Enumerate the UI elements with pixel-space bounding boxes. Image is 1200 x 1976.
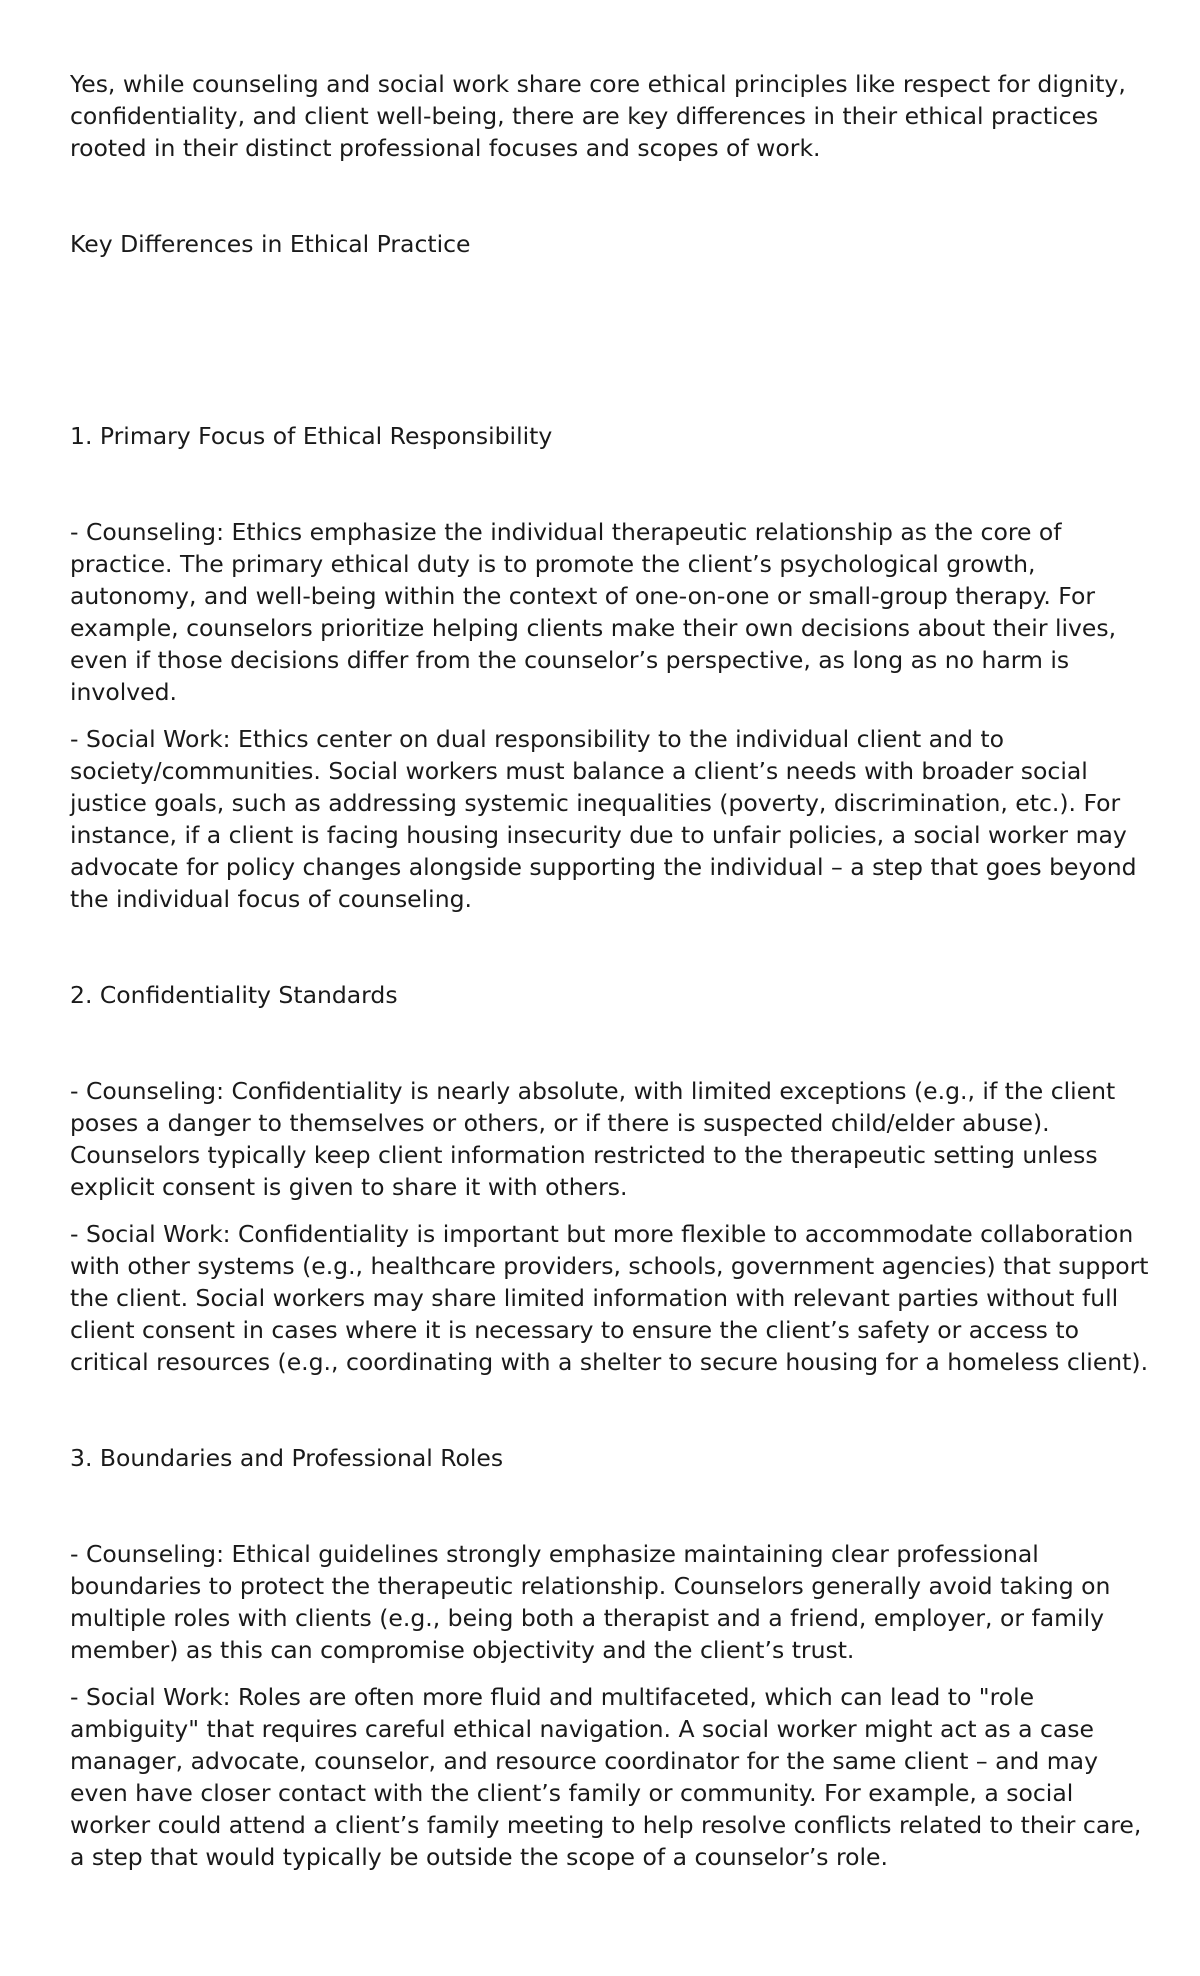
paragraph-counseling-confidentiality: - Counseling: Confidentiality is nearly absolute, with limited exceptions (e.g., if the client poses a danger to themselves or others, or if there is suspected child/elder abuse). Counselors typically keep client information restricted to the therapeutic setting unless explicit consent is given to share it with others. [70,1077,1116,1201]
paragraph-counseling-boundaries: - Counseling: Ethical guidelines strongly emphasize maintaining clear professional boundaries to protect the therapeutic relationship. Counselors generally avoid taking on multiple roles with clients (e.g., being both a therapist and a friend, employer, or family member) as this can compromise objectivity and the client’s trust. [70,1540,1111,1664]
section-title-boundaries: 3. Boundaries and Professional Roles [70,1444,504,1472]
paragraph-counseling-primary-focus: - Counseling: Ethics emphasize the individual therapeutic relationship as the core of practice. The primary ethical duty is to promote the client’s psychological growth, autonomy, and well-being within the context of one-on-one or small-group therapy. For example, counselors prioritize helping clients make their own decisions about their lives, even if those decisions differ from the counselor’s perspective, as long as no harm is involved. [70,518,1117,706]
page-heading: Key Differences in Ethical Practice [70,230,471,258]
intro-paragraph: Yes, while counseling and social work share core ethical principles like respect for dignity, confidentiality, and client well-being, there are key differences in their ethical practices rooted in their distinct professional focuses and scopes of work. [70,70,1126,162]
paragraph-social-work-confidentiality: - Social Work: Confidentiality is important but more flexible to accommodate collaboration with other systems (e.g., healthcare providers, schools, government agencies) that support the client. Social workers may share limited information with relevant parties without full client consent in cases where it is necessary to ensure the client’s safety or access to critical resources (e.g., coordinating with a shelter to secure housing for a homeless client). [70,1220,1149,1376]
section-title-primary-focus: 1. Primary Focus of Ethical Responsibility [70,422,553,450]
document-body [70,68,1150,1888]
paragraph-social-work-boundaries: - Social Work: Roles are often more fluid and multifaceted, which can lead to "role ambiguity" that requires careful ethical navigation. A social worker might act as a case manager, advocate, counselor, and resource coordinator for the same client – and may even have closer contact with the client’s family or community. For example, a social worker could attend a client’s family meeting to help resolve conflicts related to their care, a step that would typically be outside the scope of a counselor’s role. [70,1683,1142,1871]
section-title-confidentiality: 2. Confidentiality Standards [70,981,398,1009]
paragraph-social-work-primary-focus: - Social Work: Ethics center on dual responsibility to the individual client and to society/communities. Social workers must balance a client’s needs with broader social justice goals, such as addressing systemic inequalities (poverty, discrimination, etc.). For instance, if a client is facing housing insecurity due to unfair policies, a social worker may advocate for policy changes alongside supporting the individual – a step that goes beyond the individual focus of counseling. [70,725,1137,913]
